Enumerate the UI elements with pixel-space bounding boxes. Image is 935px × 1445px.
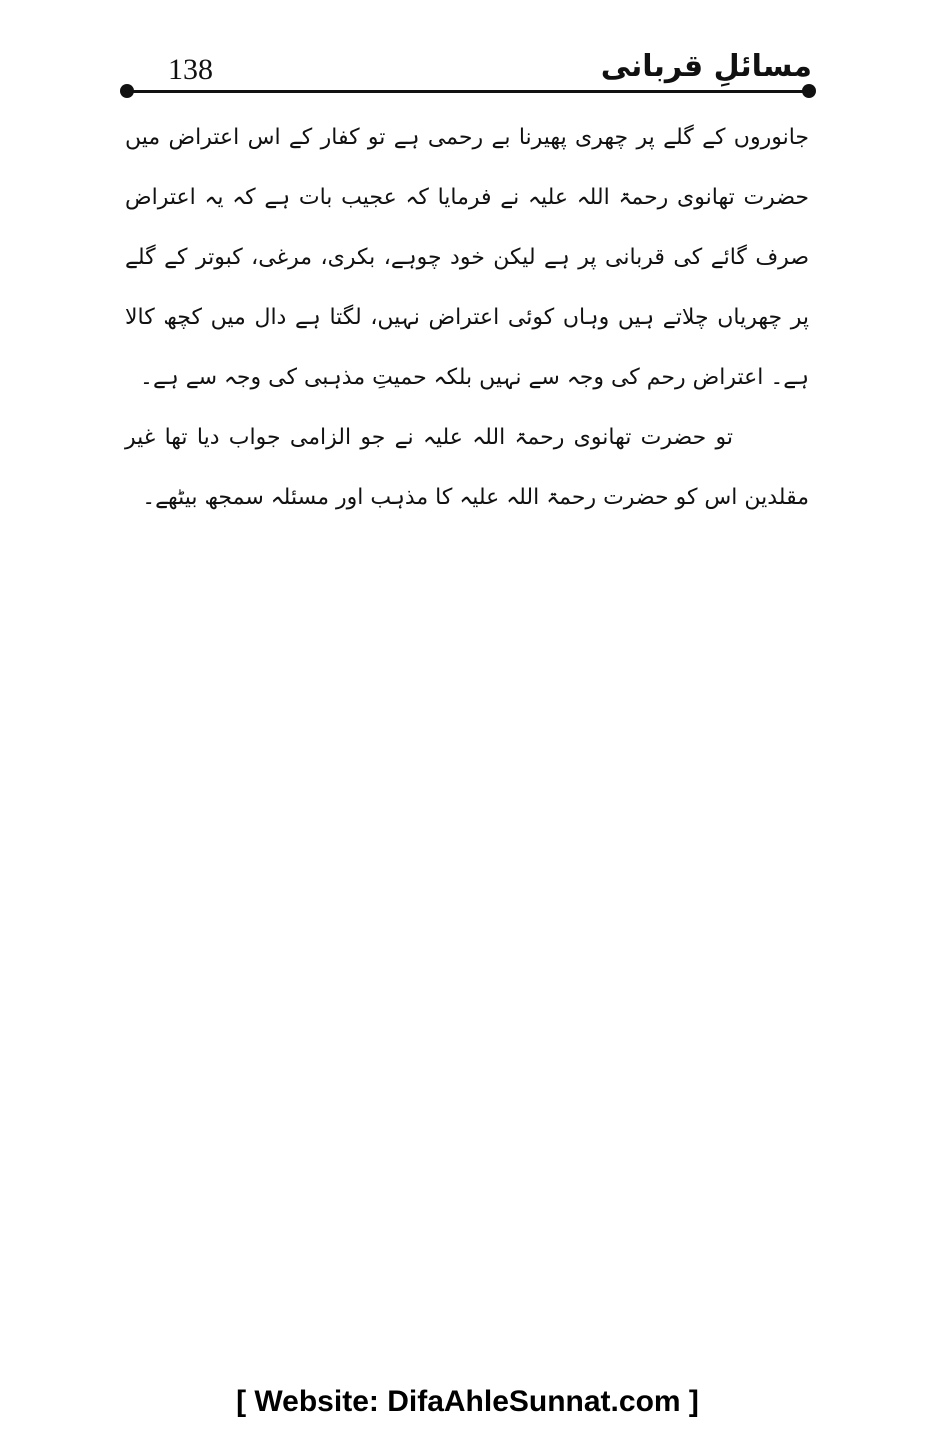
running-title: مسائلِ قربانی [600, 49, 812, 84]
page-number: 138 [168, 53, 213, 86]
rule-end-dot-right [802, 84, 816, 98]
header-rule [128, 90, 808, 93]
rule-end-dot-left [120, 84, 134, 98]
body-text [125, 108, 809, 528]
website-footer: [ Website: DifaAhleSunnat.com ] [236, 1385, 699, 1418]
paragraph-1: جانوروں کے گلے پر چھری پھیرنا بے رحمی ہے تو کفار کے اس اعتراض میں حضرت تھانوی رحمۃ اللہ علیہ نے فرمایا کہ عجیب بات ہے کہ یہ اعتراض صرف گائے کی قربانی پر ہے لیکن خود چوہے، بکری، مرغی، کبوتر کے گلے پر چھریاں چلاتے ہیں وہاں کوئی اعتراض نہیں، لگتا ہے دال میں کچھ کالا ہے۔ اعتراض رحم کی وجہ سے نہیں بلکہ حمیتِ مذہبی کی وجہ سے ہے۔ [125, 125, 809, 390]
paragraph-2: تو حضرت تھانوی رحمۃ اللہ علیہ نے جو الزامی جواب دیا تھا غیر مقلدین اس کو حضرت رحمۃ اللہ علیہ کا مذہب اور مسئلہ سمجھ بیٹھے۔ [125, 425, 809, 510]
